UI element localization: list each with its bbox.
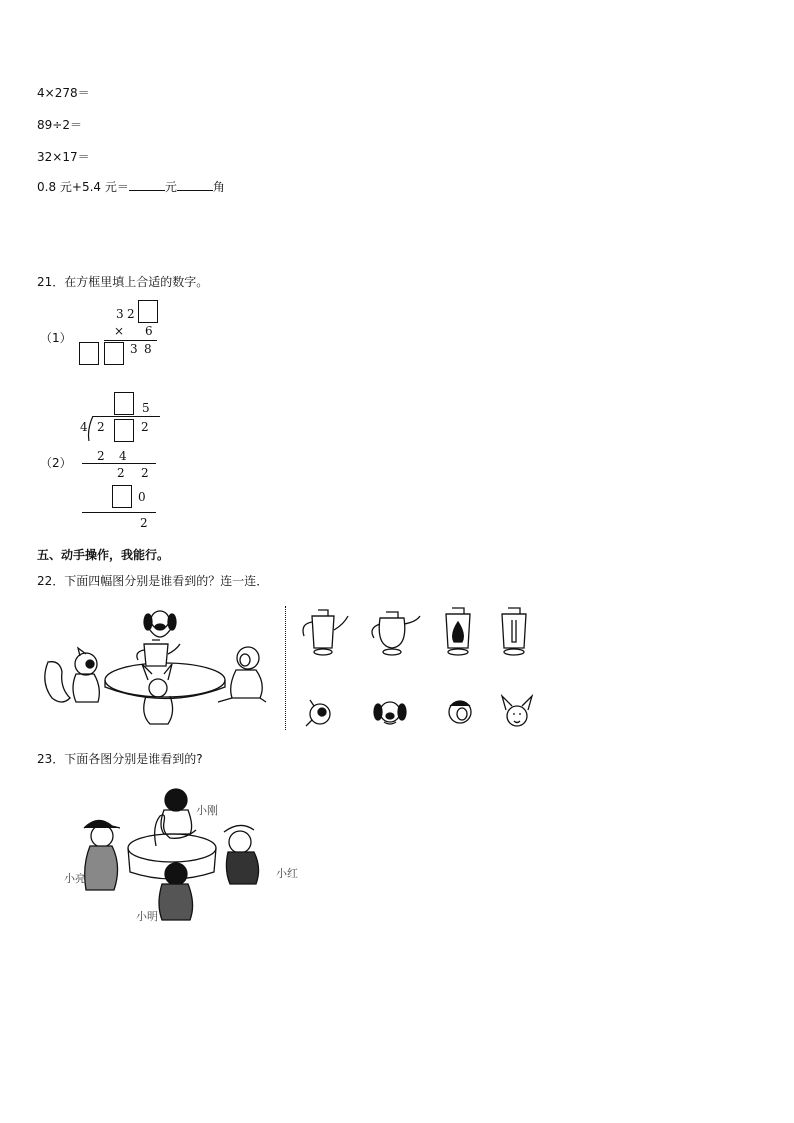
- div-step1-digit-1: 2: [97, 449, 105, 463]
- div-step2-digit-2: 2: [141, 466, 149, 480]
- label-xiaoming: 小明: [136, 910, 158, 923]
- fill-box-div-quotient[interactable]: [114, 392, 134, 415]
- person-bottom-head: [165, 863, 187, 885]
- div-rule-2: [82, 512, 156, 513]
- div-divisor: 4: [80, 420, 88, 434]
- calc-unit-yuan: 元: [164, 180, 177, 194]
- teapot-view-2: [372, 612, 420, 655]
- round-table-top: [105, 663, 225, 697]
- q21-title: 21．在方框里填上合适的数字。: [37, 275, 209, 289]
- div-dividend-first: 2: [97, 420, 105, 434]
- fill-box-div-step3[interactable]: [112, 485, 132, 508]
- mult-multiplier: 6: [145, 324, 153, 338]
- fill-box-mult-result-2[interactable]: [104, 342, 124, 365]
- calc-line-3: 32×17＝: [37, 150, 90, 164]
- fill-box-mult-top[interactable]: [138, 300, 158, 323]
- q21-part1-label: （1）: [40, 331, 72, 345]
- teapot-view-3: [446, 608, 470, 655]
- calc-unit-jiao: 角: [212, 180, 225, 194]
- teapot-view-4: [502, 608, 526, 655]
- div-dividend-last: 2: [141, 420, 149, 434]
- div-quotient-digit: 5: [142, 401, 150, 415]
- squirrel-tail: [45, 662, 70, 702]
- calc-line-2: 89÷2＝: [37, 118, 82, 132]
- q22-table-scene: [40, 602, 280, 732]
- answer-blank-yuan[interactable]: [129, 180, 165, 191]
- q22-animal-heads: [300, 694, 540, 732]
- calc-line-1: 4×278＝: [37, 86, 90, 100]
- label-xiaohong: 小红: [276, 867, 298, 880]
- answer-blank-jiao[interactable]: [177, 180, 213, 191]
- mult-top-digit-2: 2: [127, 307, 135, 321]
- div-step1-digit-2: 4: [119, 449, 127, 463]
- section5-title: 五、动手操作，我能行。: [37, 548, 170, 562]
- teapot-view-1: [303, 610, 348, 655]
- div-step2-digit-1: 2: [117, 466, 125, 480]
- mult-rule: [104, 340, 157, 341]
- q22-title: 22．下面四幅图分别是谁看到的？连一连．: [37, 574, 269, 588]
- fill-box-mult-result-1[interactable]: [79, 342, 99, 365]
- person-top-head: [165, 789, 187, 811]
- div-rule-1: [82, 463, 156, 464]
- label-xiaogang: 小刚: [196, 804, 218, 817]
- rabbit-head-icon: [502, 696, 532, 726]
- dog-head-icon: [374, 702, 406, 724]
- mult-result-digit-1: 3: [130, 342, 138, 356]
- fill-box-div-dividend[interactable]: [114, 419, 134, 442]
- div-step3-digit: 0: [138, 490, 146, 504]
- label-xiaoliang: 小亮: [64, 872, 86, 885]
- q23-table-scene: [64, 786, 314, 936]
- q23-title: 23．下面各图分别是谁看到的?: [37, 752, 203, 766]
- div-remainder: 2: [140, 516, 148, 530]
- q22-teapot-views: [296, 606, 536, 660]
- teapot: [144, 644, 168, 666]
- q21-part2-label: （2）: [40, 456, 72, 470]
- mult-top-digit-1: 3: [116, 307, 124, 321]
- mult-result-digit-2: 8: [144, 342, 152, 356]
- squirrel-head-icon: [306, 700, 330, 726]
- calc-line-4-prefix: 0.8 元+5.4 元＝: [37, 180, 129, 194]
- mult-times-sign: ×: [114, 324, 125, 338]
- person-left-cap: [84, 820, 120, 828]
- monkey-head-icon: [449, 701, 471, 723]
- q22-separator: [285, 606, 286, 730]
- div-bracket-top: [93, 416, 160, 417]
- calc-line-4: [37, 178, 225, 195]
